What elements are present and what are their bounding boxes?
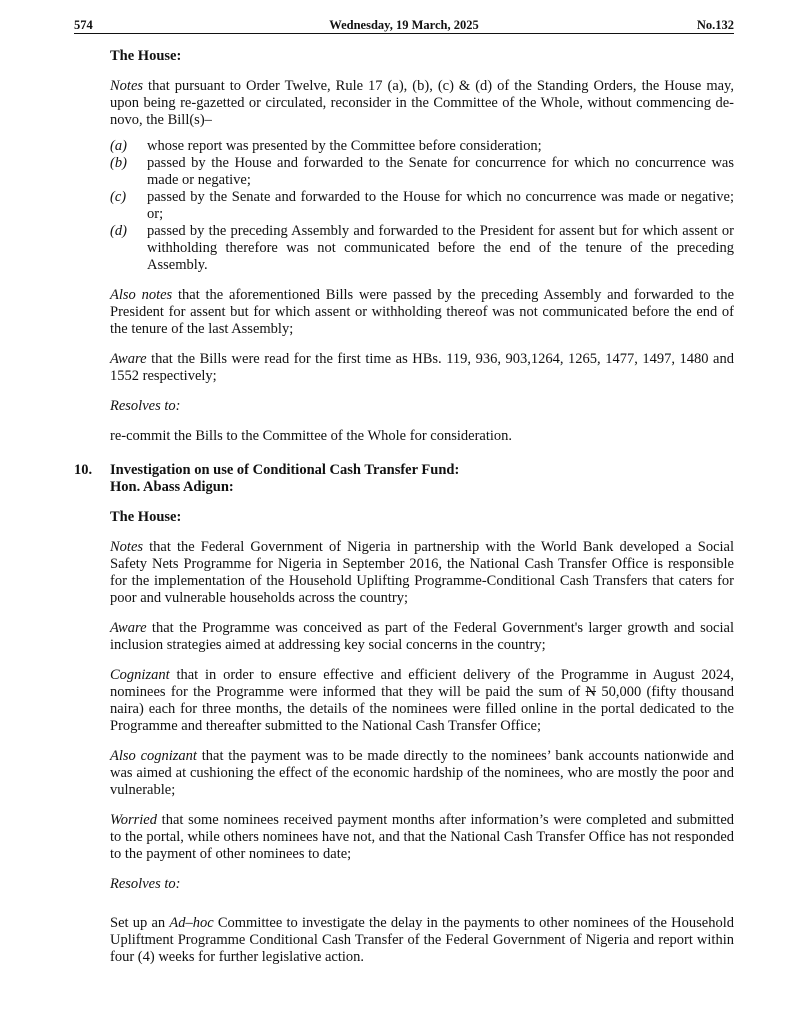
notes-paragraph: [110, 539, 734, 607]
resolution-text-a: Set up an: [110, 915, 170, 931]
resolution-text-b: Committee to investigate the delay in the payments to other nominees of the Household Upliftment Programme Conditional Cash Transfer of the Federal Government of Nigeria and report within four (4) weeks for further legislative action.: [110, 915, 734, 965]
notes-text: that the Federal Government of Nigeria in partnership with the World Bank developed a Social Safety Nets Programme for Nigeria in September 2016, the National Cash Transfer Office is responsible for the implementation of the Household Uplifting Programme-Conditional Cash Transfers that caters for poor and vulnerable households across the country;: [110, 539, 734, 606]
page-header: [74, 17, 734, 34]
resolves-heading: Resolves to:: [110, 398, 181, 414]
aware-paragraph: [110, 351, 734, 385]
list-item: [110, 155, 734, 189]
also-notes-lead: Also notes: [110, 287, 173, 303]
list-item: [110, 189, 734, 223]
list-item-label: (b): [110, 155, 127, 171]
page-number: 574: [74, 18, 93, 32]
aware-lead: Aware: [110, 351, 147, 367]
also-notes-paragraph: [110, 287, 734, 338]
item-sponsor: Hon. Abass Adigun:: [110, 479, 234, 495]
cognizant-paragraph: [110, 667, 734, 735]
document-body: [74, 48, 735, 966]
resolution-paragraph: re-commit the Bills to the Committee of the Whole for consideration.: [110, 428, 513, 444]
order-item-10: [74, 462, 734, 496]
also-cognizant-paragraph: [110, 748, 734, 799]
aware-text: that the Bills were read for the first time as HBs. 119, 936, 903,1264, 1265, 1477, 1497, 1480 and 1552 respectively;: [110, 351, 734, 384]
also-cognizant-text: that the payment was to be made directly to the nominees’ bank accounts nationwide and was aimed at cushioning the effect of the economic hardship of the nominees, who are mostly the poor and vulnerable;: [110, 748, 735, 798]
list-item-label: (d): [110, 223, 127, 239]
list-item-label: (c): [110, 189, 127, 205]
list-item-text: passed by the Senate and forwarded to the House for which no concurrence was made or negative; or;: [147, 189, 734, 222]
aware-text: that the Programme was conceived as part of the Federal Government's larger growth and social inclusion strategies aimed at addressing key social concerns in the country;: [110, 620, 734, 653]
cognizant-text-b: 50,000 (fifty thousand naira) each for three months, the details of the nominees were filled online in the portal dedicated to the Programme and thereafter submitted to the National Cash Transfer Office;: [110, 684, 735, 734]
list-item-text: whose report was presented by the Committee before consideration;: [147, 138, 542, 154]
header-date: Wednesday, 19 March, 2025: [329, 18, 479, 32]
worried-text: that some nominees received payment months after information’s were completed and submitted to the portal, while others nominees have not, and that the National Cash Transfer Office has not responded to the payment of other nominees to date;: [110, 812, 734, 862]
worried-paragraph: [110, 812, 734, 863]
also-notes-text: that the aforementioned Bills were passed by the preceding Assembly and forwarded to the President for assent but for which assent or withholding thereof was not communicated before the end of the tenure of the last Assembly;: [110, 287, 735, 337]
aware-lead: Aware: [110, 620, 147, 636]
notes-paragraph: [110, 78, 734, 129]
bill-conditions-list: [110, 138, 734, 274]
item-title: Investigation on use of Conditional Cash Transfer Fund:: [110, 462, 460, 478]
list-item: [110, 138, 734, 155]
resolves-heading: Resolves to:: [110, 876, 181, 892]
cognizant-lead: Cognizant: [110, 667, 170, 683]
list-item-label: (a): [110, 138, 127, 154]
notes-lead: Notes: [110, 78, 144, 94]
resolution-adhoc: Ad–hoc: [169, 915, 214, 931]
list-item: [110, 223, 734, 274]
aware-paragraph: [110, 620, 734, 654]
section-heading: The House:: [110, 509, 182, 525]
naira-symbol: N: [585, 684, 597, 700]
item-number: 10.: [74, 462, 93, 478]
also-cognizant-lead: Also cognizant: [110, 748, 197, 764]
cognizant-text-a: that in order to ensure effective and efficient delivery of the Programme in August 2024, nominees for the Programme were informed that they will be paid the sum of: [110, 667, 734, 700]
section-heading: The House:: [110, 48, 182, 64]
notes-lead: Notes: [110, 539, 144, 555]
resolution-paragraph: [110, 915, 734, 966]
issue-number: No.132: [696, 18, 734, 32]
notes-text: that pursuant to Order Twelve, Rule 17 (a), (b), (c) & (d) of the Standing Orders, the House may, upon being re-gazetted or circulated, reconsider in the Committee of the Whole, without commencing de-novo, the Bill(s)–: [110, 78, 734, 128]
worried-lead: Worried: [110, 812, 157, 828]
list-item-text: passed by the House and forwarded to the Senate for concurrence for which no concurrence was made or negative;: [147, 155, 734, 188]
list-item-text: passed by the preceding Assembly and forwarded to the President for assent but for which assent or withholding therefore was not communicated before the end of the tenure of the preceding Assembly.: [147, 223, 734, 273]
